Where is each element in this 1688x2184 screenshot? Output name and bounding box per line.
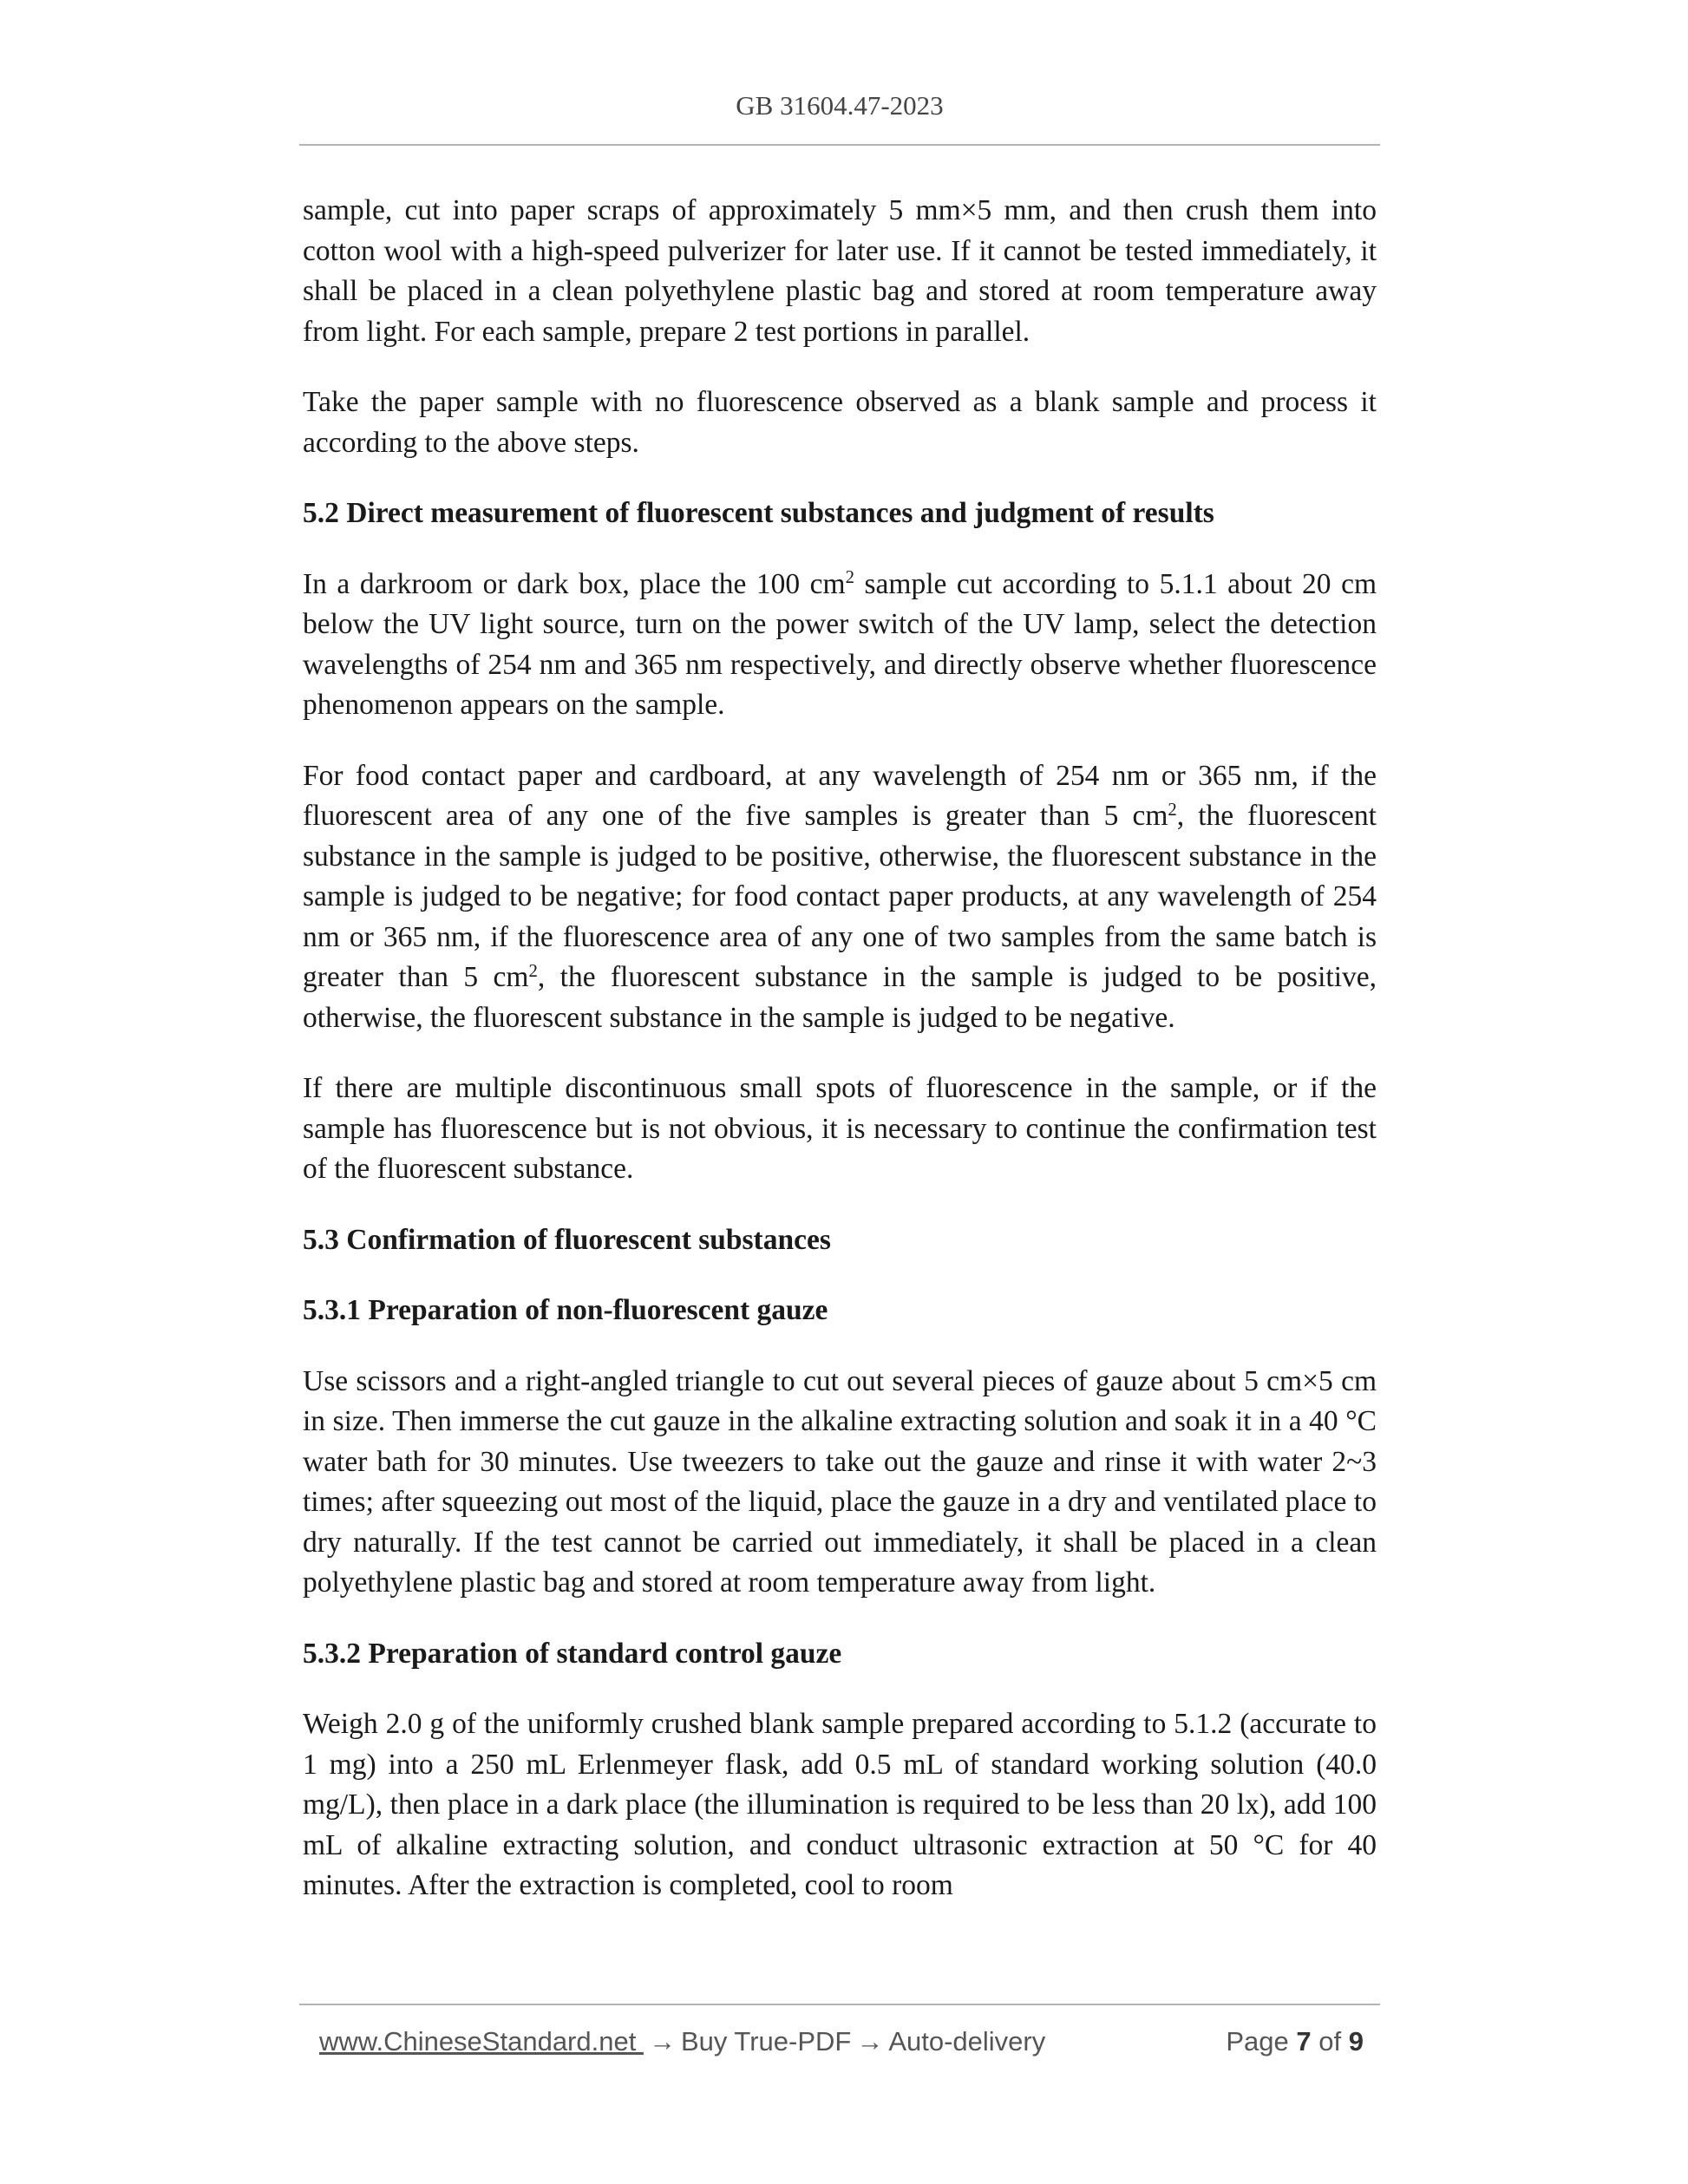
superscript: 2 bbox=[845, 567, 854, 588]
running-header: GB 31604.47-2023 bbox=[736, 90, 944, 121]
paragraph-sample-preparation: sample, cut into paper scraps of approximately 5 mm×5 mm, and then crush them into cotton wool with a high-speed pulverizer for later use. If it cannot be tested immediately, it shall be placed in a clean polyethylene plastic bag and stored at room temperature away from light. For each sample, prepare 2 test portions in parallel. bbox=[303, 194, 1377, 348]
text-segment: , the fluorescent substance in the sample is judged to be positive, otherwise, the fluorescent substance in the sample is judged to be negative. bbox=[303, 961, 1377, 1034]
superscript: 2 bbox=[528, 960, 538, 981]
paragraph-direct-measurement bbox=[303, 565, 1377, 726]
footer-divider bbox=[299, 2004, 1380, 2005]
heading-5-3: 5.3 Confirmation of fluorescent substances bbox=[303, 1223, 831, 1256]
footer-promo bbox=[319, 2023, 1045, 2061]
paragraph-non-fluorescent-gauze: Use scissors and a right-angled triangle to cut out several pieces of gauze about 5 cm×5 cm in size. Then immerse the cut gauze in the alkaline extracting solution and soak it in a 40 °C water bath for 30 minutes. Use tweezers to take out the gauze and rinse it with water 2~3 times; after squeezing out most of the liquid, place the gauze in a dry and ventilated place to dry naturally. If the test cannot be carried out immediately, it shall be placed in a clean polyethylene plastic bag and stored at room temperature away from light. bbox=[303, 1364, 1377, 1599]
buy-true-pdf-text: Buy True-PDF bbox=[680, 2026, 852, 2056]
arrow-right-icon: → bbox=[648, 2026, 676, 2056]
heading-5-3-2: 5.3.2 Preparation of standard control gauze bbox=[303, 1637, 842, 1670]
arrow-right-icon: → bbox=[856, 2026, 884, 2056]
paragraph-standard-control-gauze: Weigh 2.0 g of the uniformly crushed blank sample prepared according to 5.1.2 (accurate to 1 mg) into a 250 mL Erlenmeyer flask, add 0.5 mL of standard working solution (40.0 mg/L), then place in a dark place (the illumination is required to be less than 20 lx), add 100 mL of alkaline extracting solution, and conduct ultrasonic extraction at 50 °C for 40 minutes. After the extraction is completed, cool to room bbox=[303, 1708, 1377, 1901]
page-current: 7 bbox=[1296, 2026, 1312, 2056]
website-link[interactable]: www.ChineseStandard.net bbox=[319, 2026, 644, 2056]
page-of-label: of bbox=[1318, 2026, 1342, 2056]
page-total: 9 bbox=[1348, 2026, 1364, 2056]
paragraph-confirmation-needed: If there are multiple discontinuous small spots of fluorescence in the sample, or if the sample has fluorescence but is not obvious, it is necessary to continue the confirmation test of the fluorescent substance. bbox=[303, 1072, 1377, 1185]
page-label: Page bbox=[1226, 2026, 1289, 2056]
page-footer bbox=[319, 2023, 1369, 2061]
text-segment: In a darkroom or dark box, place the 100 cm bbox=[303, 567, 846, 600]
header-divider bbox=[299, 144, 1380, 146]
auto-delivery-text: Auto-delivery bbox=[888, 2026, 1046, 2056]
page-body bbox=[303, 191, 1377, 1937]
heading-5-3-1: 5.3.1 Preparation of non-fluorescent gauze bbox=[303, 1294, 828, 1326]
heading-5-2: 5.2 Direct measurement of fluorescent substances and judgment of results bbox=[303, 497, 1214, 529]
paragraph-judgment-criteria bbox=[303, 756, 1377, 1039]
page-number bbox=[1226, 2023, 1364, 2061]
superscript: 2 bbox=[1168, 799, 1177, 820]
text-segment: For food contact paper and cardboard, at any wavelength of 254 nm or 365 nm, if the fluorescent area of any one of the five samples is greater than 5 cm bbox=[303, 759, 1377, 832]
paragraph-blank-sample: Take the paper sample with no fluorescence observed as a blank sample and process it according to the above steps. bbox=[303, 386, 1377, 459]
text-segment: sample cut according to 5.1.1 about 20 cm below the UV light source, turn on the power switch of the UV lamp, select the detection wavelengths of 254 nm and 365 nm respectively, and directly observe whether fluorescence phenomenon appears on the sample. bbox=[303, 567, 1377, 721]
text-segment: , the fluorescent substance in the sample is judged to be positive, otherwise, the fluorescent substance in the sample is judged to be negative; for food contact paper products, at any wavelength of 254 nm or 365 nm, if the fluorescence area of any one of two samples from the same batch is greater than 5 cm bbox=[303, 800, 1377, 993]
